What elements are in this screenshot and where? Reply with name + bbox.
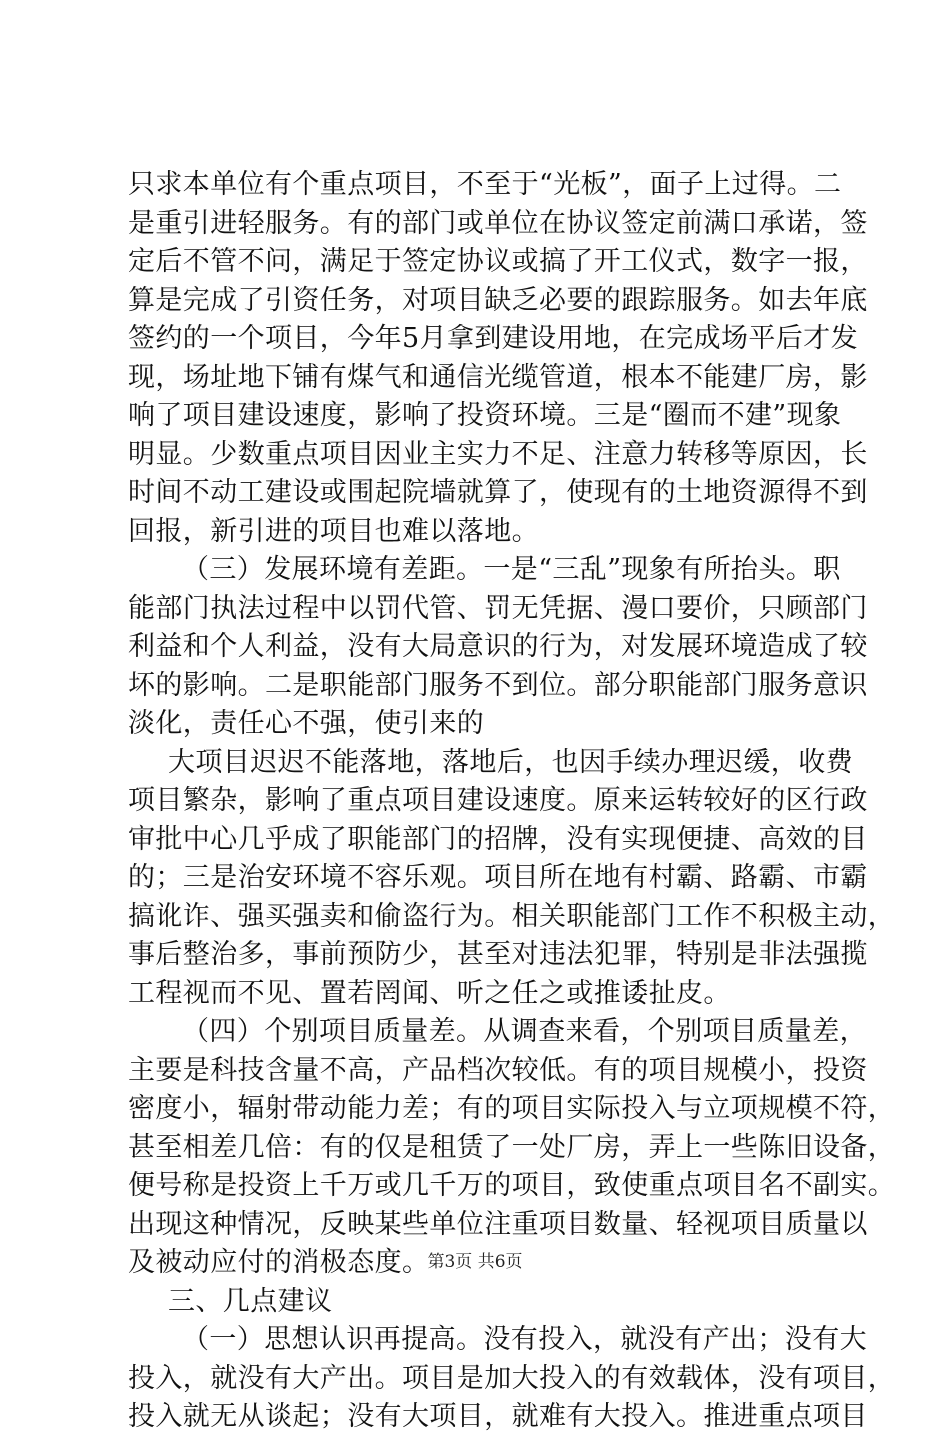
text-line: 及被动应付的消极态度。 bbox=[128, 1247, 430, 1278]
text-line: 淡化，责任心不强，使引来的 bbox=[128, 708, 485, 739]
text-line: 大项目迟迟不能落地，落地后，也因手续办理迟缓，收费 bbox=[168, 746, 853, 778]
text-line: 审批中心几乎成了职能部门的招牌，没有实现便捷、高效的目 bbox=[128, 823, 868, 855]
section-heading-line: （三）发展环境有差距。一是“三乱”现象有所抬头。职 bbox=[182, 554, 841, 585]
text-line: 算是完成了引资任务，对项目缺乏必要的跟踪服务。如去年底 bbox=[128, 284, 868, 316]
text-line: 回报，新引进的项目也难以落地。 bbox=[128, 515, 539, 547]
section-heading-line: （一）思想认识再提高。没有投入，就没有产出；没有大 bbox=[182, 1324, 867, 1355]
text-line: 是重引进轻服务。有的部门或单位在协议签定前满口承诺，签 bbox=[128, 207, 868, 239]
text-line: 现，场址地下铺有煤气和通信光缆管道，根本不能建厂房，影 bbox=[128, 361, 868, 393]
text-line: 项目繁杂，影响了重点项目建设速度。原来运转较好的区行政 bbox=[128, 785, 868, 816]
text-line: 出现这种情况，反映某些单位注重项目数量、轻视项目质量以 bbox=[128, 1208, 868, 1240]
text-line: 甚至相差几倍：有的仅是租赁了一处厂房，弄上一些陈旧设备， bbox=[128, 1131, 896, 1163]
text-line: 利益和个人利益，没有大局意识的行为，对发展环境造成了较 bbox=[128, 631, 868, 662]
text-line: 的；三是治安环境不容乐观。项目所在地有村霸、路霸、市霸 bbox=[128, 862, 868, 893]
text-line: 坏的影响。二是职能部门服务不到位。部分职能部门服务意识 bbox=[128, 669, 868, 701]
text-line: 明显。少数重点项目因业主实力不足、注意力转移等原因，长 bbox=[128, 438, 868, 470]
text-line: 主要是科技含量不高，产品档次较低。有的项目规模小，投资 bbox=[128, 1054, 868, 1086]
text-line: 事后整治多，事前预防少，甚至对违法犯罪，特别是非法强揽 bbox=[128, 939, 868, 970]
section-heading-line: （四）个别项目质量差。从调查来看，个别项目质量差， bbox=[182, 1016, 867, 1047]
text-line: 密度小，辐射带动能力差；有的项目实际投入与立项规模不符， bbox=[128, 1093, 896, 1124]
text-line: 工程视而不见、置若罔闻、听之任之或推诿扯皮。 bbox=[128, 977, 731, 1009]
document-body bbox=[128, 166, 896, 1437]
text-line: 签约的一个项目，今年5月拿到建设用地，在完成场平后才发 bbox=[128, 323, 858, 354]
text-line: 响了项目建设速度，影响了投资环境。三是“圈而不建”现象 bbox=[128, 400, 842, 431]
text-line: 能部门执法过程中以罚代管、罚无凭据、漫口要价，只顾部门 bbox=[128, 592, 868, 624]
text-line: 便号称是投资上千万或几千万的项目，致使重点项目名不副实。 bbox=[128, 1170, 896, 1201]
text-line: 定后不管不问，满足于签定协议或搞了开工仪式，数字一报， bbox=[128, 246, 868, 277]
page-number-footer: 第3页 共6页 bbox=[427, 1252, 523, 1272]
text-line: 投入，就没有大产出。项目是加大投入的有效载体，没有项目， bbox=[128, 1362, 896, 1394]
text-line: 只求本单位有个重点项目，不至于“光板”，面子上过得。二 bbox=[128, 169, 842, 200]
text-line: 时间不动工建设或围起院墙就算了，使现有的土地资源得不到 bbox=[128, 477, 868, 508]
text-line: 投入就无从谈起；没有大项目，就难有大投入。推进重点项目 bbox=[128, 1401, 868, 1432]
chapter-heading-line: 三、几点建议 bbox=[168, 1285, 333, 1317]
text-line: 搞讹诈、强买强卖和偷盗行为。相关职能部门工作不积极主动， bbox=[128, 900, 896, 932]
